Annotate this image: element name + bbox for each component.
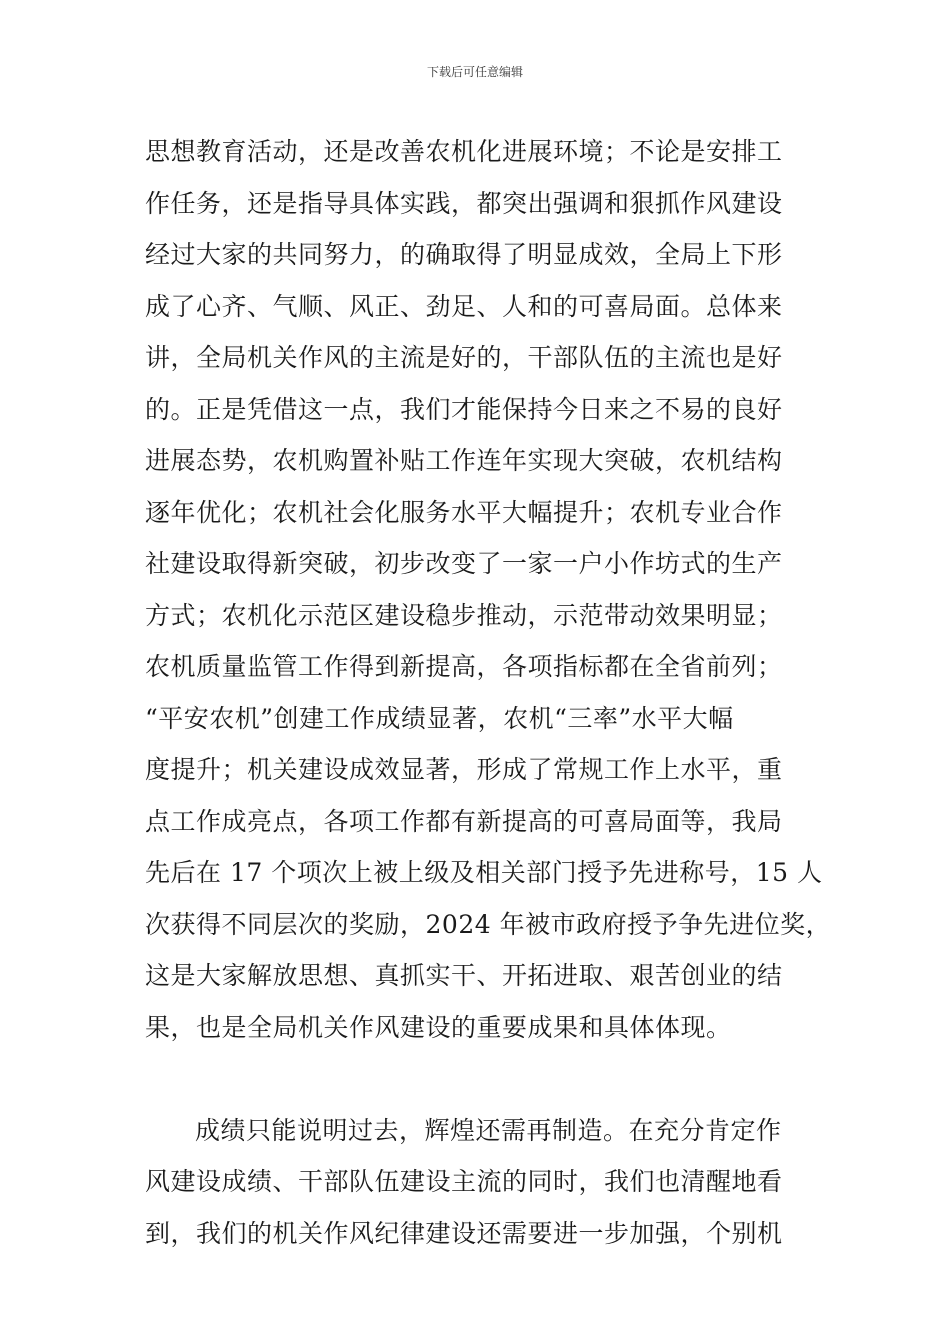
text-line: 果，也是全局机关作风建设的重要成果和具体体现。 <box>145 1012 732 1042</box>
text-line: 次获得不同层次的奖励，2024 年被市政府授予争先进位奖， <box>145 909 832 939</box>
text-line: “平安农机”创建工作成绩显著，农机“三率”水平大幅 <box>145 703 734 733</box>
text-line: 度提升；机关建设成效显著，形成了常规工作上水平，重 <box>145 755 783 784</box>
text-line: 方式；农机化示范区建设稳步推动，示范带动效果明显； <box>145 600 783 630</box>
text-line: 成绩只能说明过去，辉煌还需再制造。在充分肯定作 <box>195 1115 782 1145</box>
text-line: 成了心齐、气顺、风正、劲足、人和的可喜局面。总体来 <box>145 291 783 321</box>
text-line: 逐年优化；农机社会化服务水平大幅提升；农机专业合作 <box>145 497 783 527</box>
text-line: 先后在 17 个项次上被上级及相关部门授予先进称号，15 人 <box>145 858 823 887</box>
text-line: 到，我们的机关作风纪律建设还需要进一步加强，个别机 <box>145 1218 783 1248</box>
text-line: 点工作成亮点，各项工作都有新提高的可喜局面等，我局 <box>145 806 783 836</box>
paragraph-1 <box>145 126 835 1053</box>
text-line: 的。正是凭借这一点，我们才能保持今日来之不易的良好 <box>145 394 783 424</box>
text-line: 讲，全局机关作风的主流是好的，干部队伍的主流也是好 <box>145 343 783 372</box>
text-line: 思想教育活动，还是改善农机化进展环境；不论是安排工 <box>145 137 783 166</box>
text-line: 作任务，还是指导具体实践，都突出强调和狠抓作风建设 <box>145 188 783 218</box>
page-header: 下载后可任意编辑 <box>426 65 523 79</box>
paragraph-2 <box>145 1105 835 1260</box>
text-line: 经过大家的共同努力，的确取得了明显成效，全局上下形 <box>145 240 783 269</box>
text-line: 这是大家解放思想、真抓实干、开拓进取、艰苦创业的结 <box>145 961 783 990</box>
text-line: 进展态势，农机购置补贴工作连年实现大突破，农机结构 <box>145 446 783 475</box>
text-line: 社建设取得新突破，初步改变了一家一户小作坊式的生产 <box>145 549 783 578</box>
paragraph-gap <box>145 1053 835 1105</box>
text-line: 风建设成绩、干部队伍建设主流的同时，我们也清醒地看 <box>145 1167 783 1196</box>
body-text <box>145 126 835 1259</box>
text-line: 农机质量监管工作得到新提高，各项指标都在全省前列； <box>145 652 783 681</box>
